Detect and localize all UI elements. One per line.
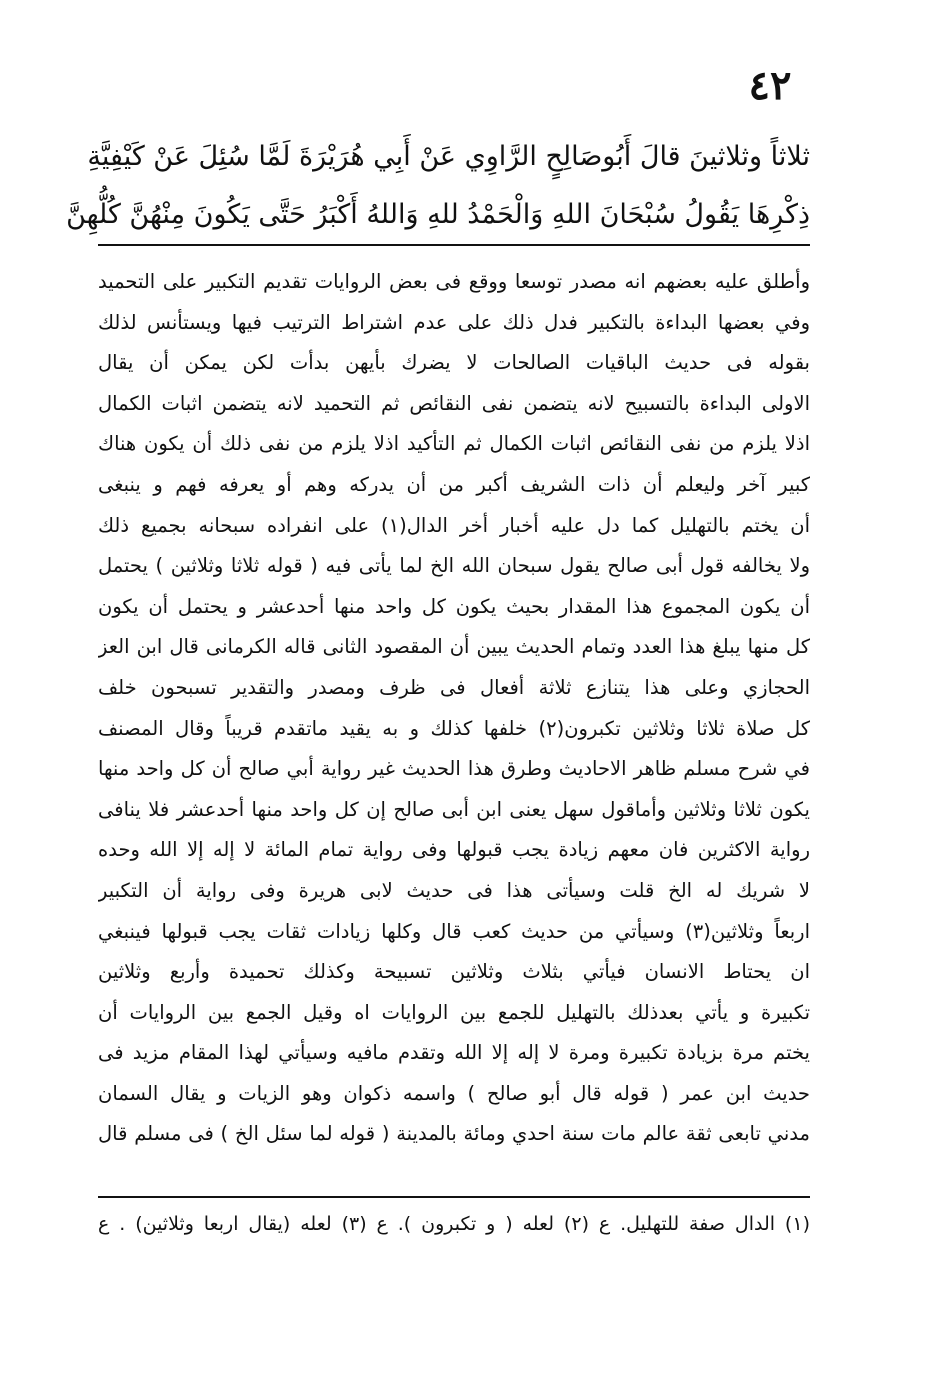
top-divider — [98, 244, 810, 246]
commentary-line: حديث ابن عمر ( قوله قال أبو صالح ) واسمه ذكوان وهو الزيات و يقال السمان — [98, 1081, 810, 1105]
footnote-divider — [98, 1196, 810, 1198]
commentary-line: لا شريك له الخ قلت وسيأتى هذا فى حديث لابى هريرة وفى رواية أن التكبير — [98, 878, 810, 902]
commentary-line: الاولى البداءة بالتسبيح لانه يتضمن نفى النقائص ثم التحميد لانه يتضمن اثبات الكمال — [98, 391, 810, 415]
commentary-line: أن يكون المجموع هذا المقدار بحيث يكون كل واحد منها أحدعشر و يحتمل أن يكون — [98, 594, 810, 618]
commentary-line: ان يحتاط الانسان فيأتي بثلاث وثلاثين تسبيحة وكذلك تحميدة وأربع وثلاثين — [98, 960, 810, 984]
hadith-text — [66, 128, 810, 244]
commentary-line: اذلا يلزم من نفى النقائص اثبات الكمال ثم التأكيد اذلا يلزم من نفى ذلك أن يكون هناك — [98, 432, 810, 456]
commentary-line: مدني تابعى ثقة عالم مات سنة احدي ومائة بالمدينة ( قوله لما سئل الخ ) فى مسلم قال — [98, 1122, 810, 1146]
commentary-line: يختم مرة بزيادة تكبيرة ومرة لا إله إلا الله وتقدم مافيه وسيأتي لهذا المقام مزيد فى — [98, 1041, 810, 1065]
commentary-line: بقوله فى حديث الباقيات الصالحات لا يضرك بأيهن بدأت لكن يمكن أن يقال — [98, 351, 810, 375]
commentary-line: ولا يخالفه قول أبى صالح يقول سبحان الله الخ لما يأتى فيه ( قوله ثلاثا وثلاثين ) يحتمل — [98, 554, 810, 578]
footnote: (١) الدال صفة للتهليل. ع (٢) لعله ( و تكبرون ). ع (٣) لعله (يقال اربعا وثلاثين) . ع — [98, 1213, 810, 1235]
commentary-line: كل صلاة ثلاثا وثلاثين تكبرون(٢) خلفها كذلك و به يقيد ماتقدم قريباً وقال المصنف — [98, 716, 810, 740]
commentary-line: الحجازي وعلى هذا يتنازع ثلاثة أفعال فى ظرف ومصدر والتقدير تسبحون خلف — [98, 675, 810, 699]
commentary-line: أن يختم بالتهليل كما دل عليه أخبار أخر الدال(١) على انفراده سبحانه بجميع ذلك — [98, 513, 810, 537]
commentary-text — [98, 262, 810, 1155]
commentary-line: في شرح مسلم ظاهر الاحاديث وطرق هذا الحديث غير رواية أبي صالح أن كل واحد منها — [98, 757, 810, 781]
hadith-line: ثلاثاً وثلاثينَ قالَ أَبُوصَالِحٍ الرَّاوِي عَنْ أَبِي هُرَيْرَةَ لَمَّا سُئِلَ عَنْ كَيْفِيَّةِ — [87, 141, 810, 172]
hadith-line: ذِكْرِهَا يَقُولُ سُبْحَانَ اللهِ وَالْحَمْدُ للهِ وَاللهُ أَكْبَرُ حَتَّى يَكُونَ مِنْهُنَّ كُلُّهِنَّ — [66, 199, 810, 230]
commentary-line: رواية الاكثرين فان معهم زيادة يجب قبولها وفى رواية تمام المائة لا إله إلا الله وحده — [98, 838, 810, 862]
commentary-line: كل منها يبلغ هذا العدد وتمام الحديث يبين أن المقصود الثانى قاله الكرمانى قال ابن العز — [98, 635, 810, 659]
commentary-line: تكبيرة و يأتي بعدذلك بالتهليل للجمع بين الروايات اه وقيل الجمع بين الروايات أن — [98, 1000, 810, 1024]
commentary-line: يكون ثلاثا وثلاثين وأماقول سهل يعنى ابن أبى صالح إن كل واحد منها أحدعشر فلا ينافى — [98, 797, 810, 821]
commentary-line: وفي بعضها البداءة بالتكبير فدل ذلك على عدم اشتراط الترتيب فيها ويستأنس لذلك — [98, 310, 810, 334]
commentary-line: اربعاً وثلاثين(٣) وسيأتي من حديث كعب قال وكلها زيادات ثقات يجب قبولها فينبغي — [98, 919, 810, 943]
page-number: ٤٢ — [748, 62, 792, 109]
commentary-line: وأطلق عليه بعضهم انه مصدر توسعا ووقع فى بعض الروايات تقديم التكبير على التحميد — [98, 270, 810, 293]
commentary-line: كبير آخر وليعلم أن ذات الشريف أكبر من أن يدركه وهم أو يعرفه فهم و ينبغى — [98, 472, 810, 496]
